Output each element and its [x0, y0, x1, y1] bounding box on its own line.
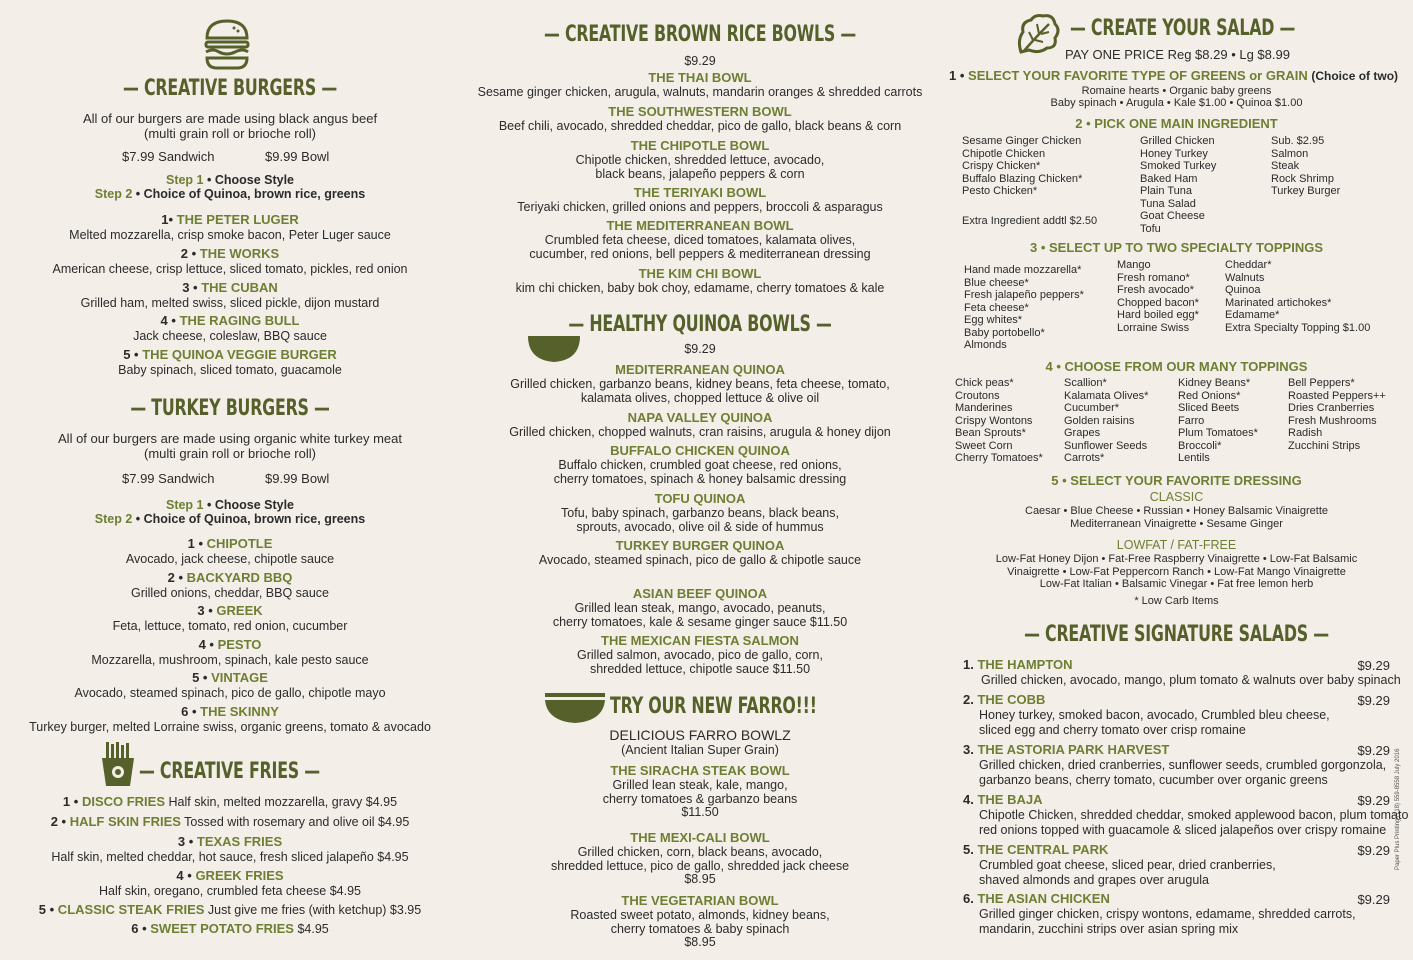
list-entry: Mango: [1117, 259, 1151, 271]
signature-salad-title: [963, 792, 1390, 807]
turkey-heading: — TURKEY BURGERS —: [130, 396, 330, 421]
signature-salad-description: Grilled chicken, dried cranberries, sunflower seeds, crumbled gorgonzola,: [979, 758, 1387, 772]
item-name: THE ASIAN CHICKEN: [973, 891, 1110, 906]
list-entry: Feta cheese*: [964, 301, 1029, 314]
item-number: 5 •: [192, 670, 208, 685]
bowl-title: THE SIRACHA STEAK BOWL: [610, 763, 790, 778]
bowl-description: Grilled lean steak, kale, mango,: [612, 778, 788, 792]
item-number: 2 •: [180, 246, 197, 261]
menu-item-title: [0, 704, 460, 719]
menu-item-title: [0, 603, 460, 618]
list-entry: Crispy Chicken*: [962, 160, 1041, 172]
list-entry: Buffalo Blazing Chicken*: [962, 172, 1083, 185]
bowl-description: Tofu, baby spinach, garbanzo beans, black beans,: [561, 506, 839, 520]
list-entry: Fresh romano*: [1117, 271, 1190, 284]
item-number: 4 •: [198, 637, 214, 652]
menu-item-title: [0, 212, 460, 227]
list-entry: Sliced Beets: [1178, 402, 1240, 414]
salad-greens-line1: Romaine hearts • Organic baby greens: [1081, 85, 1272, 97]
list-entry: Tuna Salad: [1140, 197, 1196, 210]
item-number: 4.: [963, 792, 974, 807]
item-name: THE CUBAN: [197, 280, 278, 295]
item-number: 2 •: [167, 570, 184, 585]
bowl-title: THE VEGETARIAN BOWL: [621, 893, 779, 908]
signature-heading: — CREATIVE SIGNATURE SALADS —: [1024, 622, 1329, 647]
bowl-description: Grilled chicken, chopped walnuts, cran raisins, arugula & honey dijon: [509, 425, 891, 439]
list-entry: Baked Ham: [1140, 172, 1198, 185]
signature-salad-price: $9.29: [1357, 793, 1390, 808]
list-entry: Lentils: [1178, 452, 1210, 464]
list-entry: Plain Tuna: [1140, 185, 1192, 197]
item-name: PESTO: [213, 637, 262, 652]
bowl-description: Roasted sweet potato, almonds, kidney beans,: [570, 908, 830, 922]
list-entry: Grapes: [1064, 427, 1101, 439]
item-number: 3.: [963, 742, 974, 757]
rice-heading: — CREATIVE BROWN RICE BOWLS —: [544, 22, 856, 47]
item-name: THE ASTORIA PARK HARVEST: [973, 742, 1170, 757]
item-number: 1 •: [187, 536, 204, 551]
fries-item: [0, 834, 460, 849]
specialty-col3: [1225, 259, 1370, 334]
bowl-description: cherry tomatoes, kale & sesame ginger sauce $11.50: [552, 614, 848, 629]
turkey-step1: Step 1 • Choose Style: [165, 498, 295, 512]
salad-step2: 2 • PICK ONE MAIN INGREDIENT: [1075, 116, 1278, 131]
list-entry: Manderines: [955, 402, 1013, 414]
bowl-title: THE MEXICAN FIESTA SALMON: [601, 633, 799, 648]
burgers-intro-line1: All of our burgers are made using black angus beef: [82, 111, 378, 126]
list-entry: Cheddar*: [1225, 259, 1272, 271]
signature-salad-title: [963, 657, 1390, 672]
salad-pay-price: PAY ONE PRICE Reg $8.29 • Lg $8.99: [1065, 47, 1290, 62]
item-name: HALF SKIN FRIES: [66, 814, 181, 829]
rice-price: $9.29: [684, 54, 716, 68]
item-number: 1.: [963, 657, 974, 672]
main-ingredients-col2: [1140, 135, 1216, 235]
bowl-title: NAPA VALLEY QUINOA: [627, 410, 773, 425]
list-entry: Fresh jalapeño peppers*: [964, 289, 1084, 301]
item-number: 6 •: [181, 704, 197, 719]
list-entry: Bell Peppers*: [1288, 377, 1355, 389]
list-entry: Sunflower Seeds: [1064, 439, 1148, 452]
item-description: Half skin, melted cheddar, hot sauce, fresh sliced jalapeño $4.95: [51, 850, 409, 864]
item-number: 6 •: [131, 921, 147, 936]
signature-salad-description: mandarin, zucchini strips over asian spring mix: [979, 921, 1239, 936]
list-entry: Sesame Ginger Chicken: [962, 135, 1082, 147]
salad-step1: 1 • SELECT YOUR FAVORITE TYPE OF GREENS or GRAIN (Choice of two): [949, 68, 1399, 83]
item-number: 2.: [963, 692, 974, 707]
bowl-description: Grilled chicken, corn, black beans, avocado,: [577, 845, 823, 859]
list-entry: Edamame*: [1225, 309, 1280, 321]
menu-item-title: [0, 670, 460, 685]
bowl-description: cherry tomatoes & garbanzo beans: [602, 791, 798, 806]
list-entry: Broccoli*: [1178, 439, 1222, 452]
dressing-lowfat-line2: Vinaigrette • Low-Fat Peppercorn Ranch • Low-Fat Mango Vinaigrette: [1007, 566, 1346, 578]
item-description: American cheese, crisp lettuce, sliced tomato, pickles, red onion: [52, 262, 408, 276]
item-name: TEXAS FRIES: [193, 834, 283, 849]
bowl-description: cucumber, red onions, bell peppers & mediterranean dressing: [529, 246, 871, 261]
list-entry: Golden raisins: [1064, 414, 1135, 427]
turkey-step2: Step 2 • Choice of Quinoa, brown rice, greens: [94, 512, 366, 526]
item-number: 5 •: [123, 347, 139, 362]
list-entry: Zucchini Strips: [1288, 439, 1361, 452]
list-entry: Lorraine Swiss: [1117, 321, 1190, 334]
list-entry: Goat Cheese: [1140, 210, 1205, 222]
salad-greens-line2: Baby spinach • Arugula • Kale $1.00 • Quinoa $1.00: [1050, 97, 1303, 109]
bowl-description: Buffalo chicken, crumbled goat cheese, red onions,: [558, 458, 842, 472]
item-name: THE SKINNY: [196, 704, 279, 719]
bowl-description: sprouts, avocado, olive oil & side of hummus: [576, 519, 824, 534]
item-name: THE PETER LUGER: [173, 212, 299, 227]
bowl-description: Grilled lean steak, mango, avocado, peanuts,: [574, 601, 826, 615]
list-entry: Honey Turkey: [1140, 147, 1208, 160]
fries-item: [0, 814, 460, 829]
fries-icon: [100, 742, 136, 786]
fries-heading: — CREATIVE FRIES —: [139, 759, 320, 784]
bowl-title: THE CHIPOTLE BOWL: [630, 138, 770, 153]
bowl-description: kalamata olives, chopped lettuce & olive oil: [580, 390, 820, 405]
item-number: 3 •: [177, 834, 194, 849]
bowl-description: $11.50: [681, 805, 719, 819]
bowl-title: TURKEY BURGER QUINOA: [615, 538, 785, 553]
list-entry: Fresh Mushrooms: [1288, 414, 1377, 427]
salad-step3: 3 • SELECT UP TO TWO SPECIALTY TOPPINGS: [1029, 240, 1323, 255]
farro-bowl-icon: [545, 693, 605, 725]
item-description: Half skin, oregano, crumbled feta cheese $4.95: [99, 884, 361, 898]
item-name: GREEK: [212, 603, 263, 618]
signature-salad-description: garbanzo beans, cherry tomato, cucumber over organic greens: [979, 772, 1328, 787]
item-number: 3 •: [197, 603, 213, 618]
list-entry: Steak: [1271, 160, 1300, 172]
bowl-description: cherry tomatoes & baby spinach: [610, 921, 790, 936]
list-entry: Chick peas*: [955, 377, 1014, 389]
fries-item: [0, 868, 460, 883]
list-entry: Carrots*: [1064, 452, 1105, 464]
list-entry: Quinoa: [1225, 284, 1261, 296]
item-description: Avocado, steamed spinach, pico de gallo, chipotle mayo: [74, 686, 386, 700]
item-description: Tossed with rosemary and olive oil $4.95: [180, 815, 410, 829]
menu-item-title: [0, 570, 460, 585]
farro-subtitle2: (Ancient Italian Super Grain): [621, 743, 779, 757]
list-entry: Cherry Tomatoes*: [955, 452, 1043, 464]
dressing-classic-line2: Mediterranean Vinaigrette • Sesame Ginger: [1070, 518, 1283, 530]
signature-salad-description: Crumbled goat cheese, sliced pear, dried cranberries,: [979, 858, 1276, 872]
item-description: Melted mozzarella, crisp smoke bacon, Peter Luger sauce: [69, 228, 391, 242]
item-number: 5.: [963, 842, 974, 857]
signature-salad-title: [963, 891, 1390, 906]
item-name: DISCO FRIES: [78, 794, 166, 809]
signature-salad-description: shaved almonds and grapes over arugula: [979, 872, 1210, 887]
menu-item-title: [0, 313, 460, 328]
item-number: 4 •: [160, 313, 176, 328]
column-salads: [940, 0, 1413, 960]
item-name: THE CENTRAL PARK: [973, 842, 1109, 857]
bowl-title: THE SOUTHWESTERN BOWL: [608, 104, 792, 119]
main-ingredients-col1: [962, 135, 1082, 198]
quinoa-heading: — HEALTHY QUINOA BOWLS —: [568, 312, 832, 337]
signature-salad-description: Chipotle Chicken, shredded cheddar, smoked applewood bacon, plum tomato: [979, 808, 1409, 822]
item-description: Mozzarella, mushroom, spinach, kale pesto sauce: [91, 653, 369, 667]
signature-salad-price: $9.29: [1357, 892, 1390, 907]
list-entry: Farro: [1178, 414, 1205, 427]
column-bowls: [460, 0, 940, 960]
item-description: Turkey burger, melted Lorraine swiss, organic greens, tomato & avocado: [29, 720, 431, 734]
list-entry: Crispy Wontons: [955, 414, 1033, 427]
signature-salad-title: [963, 842, 1390, 857]
item-name: THE BAJA: [973, 792, 1043, 807]
bowl-description: cherry tomatoes, spinach & honey balsamic dressing: [553, 471, 847, 486]
specialty-col1: [964, 264, 1084, 352]
list-entry: Baby portobello*: [964, 326, 1045, 339]
item-number: 1•: [161, 212, 174, 227]
burgers-price-sandwich: $7.99 Sandwich: [122, 149, 215, 164]
list-entry: Kidney Beans*: [1178, 377, 1251, 389]
signature-salad-title: [963, 692, 1390, 707]
list-entry: Sub. $2.95: [1271, 135, 1325, 147]
bowl-description: shredded lettuce, chipotle sauce $11.50: [589, 661, 811, 676]
signature-salad-price: $9.29: [1357, 743, 1390, 758]
menu-item-title: [0, 280, 460, 295]
item-name: THE WORKS: [196, 246, 280, 261]
item-description: Avocado, jack cheese, chipotle sauce: [125, 552, 335, 566]
bowl-description: Teriyaki chicken, grilled onions and peppers, broccoli & asparagus: [517, 200, 883, 214]
list-entry: Red Onions*: [1178, 389, 1241, 402]
bowl-description: kim chi chicken, baby bok choy, edamame, cherry tomatoes & kale: [515, 281, 885, 295]
farro-heading: TRY OUR NEW FARRO!!!: [610, 694, 817, 719]
specialty-col2: [1117, 259, 1199, 334]
item-name: GREEK FRIES: [191, 868, 284, 883]
item-number: 2 •: [50, 814, 67, 829]
item-description: Grilled onions, cheddar, BBQ sauce: [130, 586, 330, 600]
bowl-title: THE KIM CHI BOWL: [638, 266, 762, 281]
list-entry: Walnuts: [1225, 271, 1265, 284]
list-entry: Salmon: [1271, 147, 1309, 160]
list-entry: Cucumber*: [1064, 402, 1120, 414]
dressing-lowfat-label: LOWFAT / FAT-FREE: [1116, 538, 1237, 552]
item-name: SWEET POTATO FRIES: [146, 921, 294, 936]
list-entry: Radish: [1288, 427, 1323, 439]
bowl-description: black beans, jalapeño peppers & corn: [595, 166, 805, 181]
list-entry: Scallion*: [1064, 377, 1107, 389]
list-entry: Fresh avocado*: [1117, 284, 1195, 296]
item-name: THE RAGING BULL: [175, 313, 300, 328]
burgers-intro-line2: (multi grain roll or brioche roll): [144, 126, 316, 141]
list-entry: Croutons: [955, 389, 1000, 402]
item-description: Jack cheese, coleslaw, BBQ sauce: [133, 329, 327, 343]
item-name: THE HAMPTON: [973, 657, 1073, 672]
signature-salad-price: $9.29: [1357, 658, 1390, 673]
bowl-description: shredded lettuce, pico de gallo, shredded jack cheese: [550, 858, 850, 873]
bowl-title: MEDITERRANEAN QUINOA: [615, 362, 785, 377]
bowl-description: Beef chili, avocado, shredded cheddar, pico de gallo, black beans & corn: [498, 119, 902, 133]
list-entry: Roasted Peppers++: [1288, 389, 1386, 402]
bowl-description: Grilled salmon, avocado, pico de gallo, corn,: [577, 648, 823, 662]
bowl-description: Avocado, steamed spinach, pico de gallo & chipotle sauce: [538, 553, 862, 567]
item-number: 4 •: [176, 868, 192, 883]
main-ingredients-col3: [1271, 135, 1340, 198]
turkey-intro-line2: (multi grain roll or brioche roll): [144, 446, 316, 461]
farro-subtitle: DELICIOUS FARRO BOWLZ: [609, 727, 791, 743]
bowl-title: THE THAI BOWL: [648, 70, 752, 85]
item-description: $4.95: [293, 922, 329, 936]
quinoa-price: $9.29: [684, 342, 716, 356]
signature-salad-price: $9.29: [1357, 693, 1390, 708]
list-entry: Tofu: [1140, 222, 1161, 235]
menu-item-title: [0, 246, 460, 261]
bowl-description: Sesame ginger chicken, arugula, walnuts, mandarin oranges & shredded carrots: [477, 85, 923, 99]
list-entry: Bean Sprouts*: [955, 427, 1026, 439]
list-entry: Sweet Corn: [955, 439, 1013, 452]
toppings-col2: [1064, 377, 1148, 465]
bowl-title: THE MEDITERRANEAN BOWL: [606, 218, 794, 233]
signature-salad-title: [963, 742, 1390, 757]
list-entry: Chipotle Chicken: [962, 147, 1046, 160]
item-number: 3 •: [182, 280, 198, 295]
signature-salad-description: Honey turkey, smoked bacon, avocado, Crumbled bleu cheese,: [979, 708, 1330, 722]
item-name: VINTAGE: [207, 670, 268, 685]
bowl-title: THE TERIYAKI BOWL: [633, 185, 767, 200]
list-entry: Chopped bacon*: [1117, 296, 1199, 309]
menu-item-title: [0, 536, 460, 551]
turkey-price-bowl: $9.99 Bowl: [265, 471, 330, 486]
signature-salad-description: Grilled ginger chicken, crispy wontons, edamame, shredded carrots,: [979, 907, 1356, 921]
menu-item-title: [0, 347, 460, 362]
item-description: Feta, lettuce, tomato, red onion, cucumber: [112, 619, 348, 633]
bowl-description: Grilled chicken, garbanzo beans, kidney beans, feta cheese, tomato,: [510, 377, 890, 391]
item-name: BACKYARD BBQ: [183, 570, 293, 585]
burger-icon: [203, 18, 251, 70]
list-entry: Smoked Turkey: [1140, 160, 1217, 172]
item-name: CHIPOTLE: [203, 536, 273, 551]
burgers-step1: Step 1 • Choose Style: [165, 173, 295, 187]
fries-item: [0, 921, 460, 936]
signature-salad-description: Grilled chicken, avocado, mango, plum tomato & walnuts over baby spinach: [981, 673, 1401, 687]
list-entry: Pesto Chicken*: [962, 185, 1038, 197]
burgers-step2: Step 2 • Choice of Quinoa, brown rice, greens: [94, 187, 366, 201]
fries-item: [0, 902, 460, 917]
signature-salad-description: sliced egg and cherry tomato over crisp romaine: [979, 722, 1246, 737]
list-entry: Dries Cranberries: [1288, 402, 1375, 414]
turkey-price-sandwich: $7.99 Sandwich: [122, 471, 215, 486]
burgers-heading: — CREATIVE BURGERS —: [123, 76, 337, 101]
bowl-description: $8.95: [684, 935, 716, 949]
salad-heading: — CREATE YOUR SALAD —: [1070, 16, 1296, 41]
fries-item: [0, 794, 460, 809]
bowl-description: Crumbled feta cheese, diced tomatoes, kalamata olives,: [544, 233, 856, 247]
item-number: 1 •: [62, 794, 79, 809]
item-description: Grilled ham, melted swiss, sliced pickle, dijon mustard: [80, 296, 380, 310]
signature-salad-price: $9.29: [1357, 843, 1390, 858]
list-entry: Hand made mozzarella*: [964, 264, 1082, 276]
dressing-lowfat-line3: Low-Fat Italian • Balsamic Vinegar • Fat free lemon herb: [1039, 578, 1314, 590]
item-description: Just give me fries (with ketchup) $3.95: [204, 903, 422, 917]
list-entry: Marinated artichokes*: [1225, 296, 1332, 309]
toppings-col4: [1288, 377, 1386, 452]
turkey-intro-line1: All of our burgers are made using organic white turkey meat: [58, 431, 402, 446]
list-entry: Extra Specialty Topping $1.00: [1225, 321, 1371, 334]
bowl-title: BUFFALO CHICKEN QUINOA: [610, 443, 790, 458]
bowl-title: THE MEXI-CALI BOWL: [630, 830, 770, 845]
item-name: THE QUINOA VEGGIE BURGER: [138, 347, 337, 362]
item-name: THE COBB: [973, 692, 1046, 707]
lettuce-icon: [1015, 12, 1061, 56]
list-entry: Grilled Chicken: [1140, 135, 1215, 147]
item-number: 6.: [963, 891, 974, 906]
list-entry: Hard boiled egg*: [1117, 309, 1199, 321]
list-entry: Almonds: [964, 339, 1007, 351]
salad-step4: 4 • CHOOSE FROM OUR MANY TOPPINGS: [1045, 359, 1308, 374]
bowl-title: TOFU QUINOA: [654, 491, 746, 506]
dressing-classic-label: CLASSIC: [1149, 490, 1204, 504]
menu-item-title: [0, 637, 460, 652]
printer-credit: Paper Plus Printing (718) 559-8558 July 2016: [1395, 748, 1401, 870]
column-burgers-fries: [0, 0, 460, 960]
extra-ingredient: Extra Ingredient addtl $2.50: [962, 215, 1098, 227]
burgers-price-bowl: $9.99 Bowl: [265, 149, 330, 164]
item-description: Baby spinach, sliced tomato, guacamole: [118, 363, 342, 377]
toppings-col1: [955, 377, 1043, 465]
signature-salad-description: red onions topped with guacamole & sliced jalapeños over crispy romaine: [979, 822, 1387, 837]
item-description: Half skin, melted mozzarella, gravy $4.95: [165, 795, 398, 809]
list-entry: Blue cheese*: [964, 276, 1029, 289]
list-entry: Egg whites*: [964, 314, 1023, 326]
salad-step5: 5 • SELECT YOUR FAVORITE DRESSING: [1051, 473, 1302, 488]
dressing-lowfat-line1: Low-Fat Honey Dijon • Fat-Free Raspberry Vinaigrette • Low-Fat Balsamic: [995, 553, 1358, 565]
low-carb-note: * Low Carb Items: [1134, 595, 1219, 607]
list-entry: Kalamata Olives*: [1064, 389, 1149, 402]
item-name: CLASSIC STEAK FRIES: [54, 902, 205, 917]
list-entry: Turkey Burger: [1271, 185, 1341, 197]
toppings-col3: [1178, 377, 1258, 465]
dressing-classic-line1: Caesar • Blue Cheese • Russian • Honey Balsamic Vinaigrette: [1025, 505, 1328, 517]
list-entry: Plum Tomatoes*: [1178, 427, 1258, 439]
bowl-description: Chipotle chicken, shredded lettuce, avocado,: [575, 153, 825, 167]
list-entry: Rock Shrimp: [1271, 172, 1334, 185]
item-number: 5 •: [38, 902, 55, 917]
bowl-title: ASIAN BEEF QUINOA: [632, 586, 768, 601]
bowl-description: $8.95: [684, 872, 716, 886]
